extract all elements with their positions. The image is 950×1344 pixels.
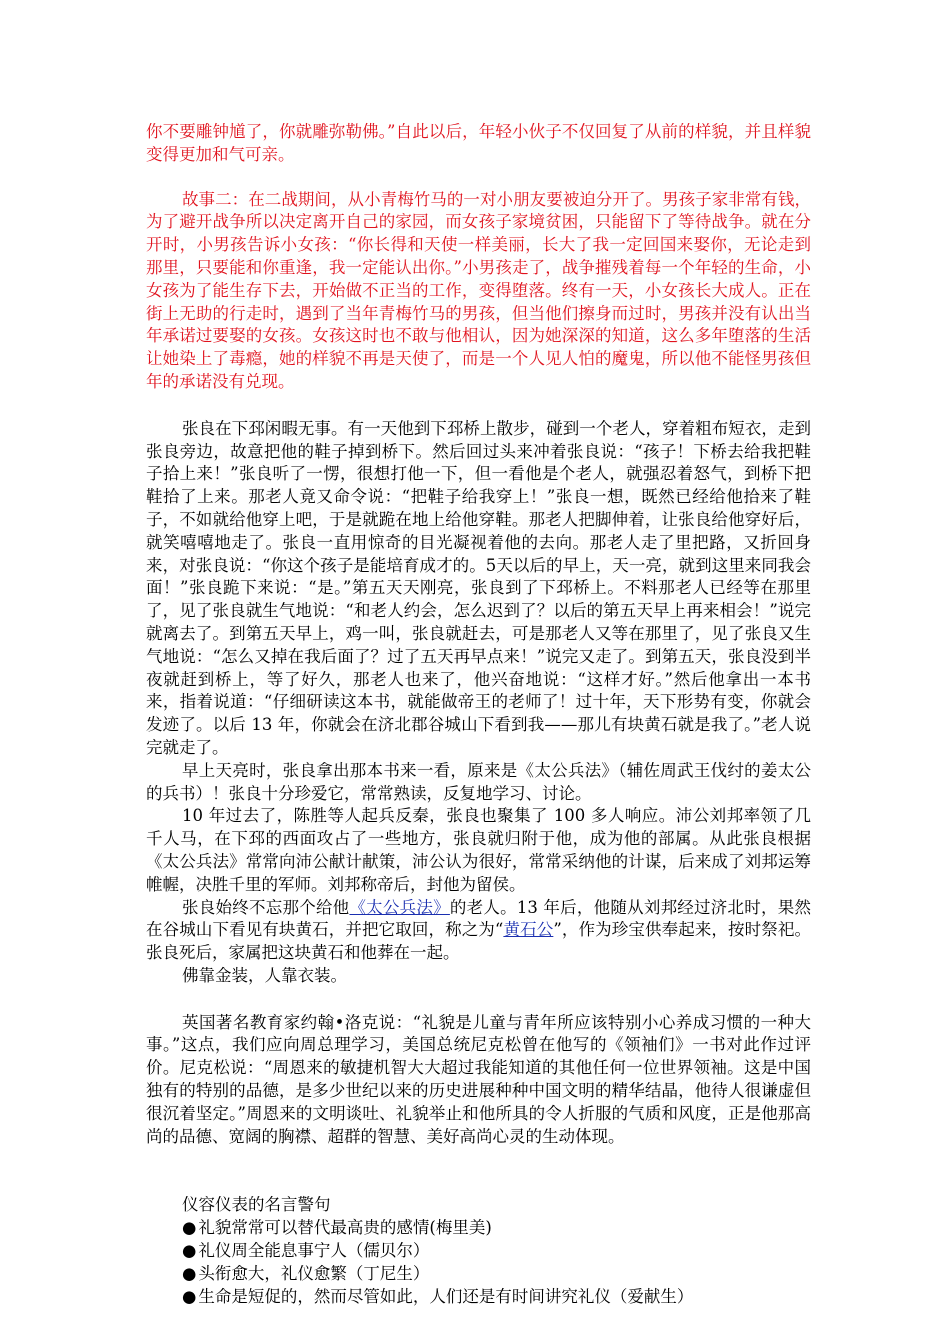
zhangliang-paragraph-4	[146, 897, 811, 965]
zhangliang-p4-text-b: 的老人。13 年后，他随从刘邦经过济北时，果然在谷城山下看见有块黄石，并把它取回，称之为“	[146, 897, 812, 940]
zhangliang-p4-text-a: 张良始终不忘那个给他	[182, 897, 350, 917]
locke-paragraph: 英国著名教育家约翰•洛克说：“礼貌是儿童与青年所应该特别小心养成习惯的一种大事。”这点，我们应向周总理学习，美国总统尼克松曾在他写的《领袖们》一书对此作过评价。尼克松说：“周恩来的敏捷机智大大超过我能知道的其他任何一位世界领袖。这是中国独有的特别的品德，是多少世纪以来的历史进展种种中国文明的精华结晶，他待人很谦虚但很沉着坚定。”周恩来的文明谈吐、礼貌举止和他所具的令人折服的气质和风度，正是他那高尚的品德、宽阔的胸襟、超群的智慧、美好高尚心灵的生动体现。	[146, 1012, 811, 1146]
quote-text: 生命是短促的，然而尽管如此，人们还是有时间讲究礼仪（爱献生）	[198, 1286, 694, 1306]
story1-tail-paragraph: 你不要雕钟馗了，你就雕弥勒佛。”自此以后，年轻小伙子不仅回复了从前的样貌，并且样貌变得更加和气可亲。	[146, 122, 811, 164]
quote-item	[146, 1240, 811, 1263]
zhangliang-p4-text-c: ”，作为珍宝供奉起来，按时祭祀。张良死后，家属把这块黄石和他葬在一起。	[146, 920, 812, 963]
zhangliang-paragraph-3: 10 年过去了，陈胜等人起兵反秦，张良也聚集了 100 多人响应。沛公刘邦率领了几千人马，在下邳的西面攻占了一些地方，张良就归附于他，成为他的部属。从此张良根据《太公兵法》常常向沛公献计献策，沛公认为很好，常常采纳他的计谋，后来成了刘邦运筹帷幄，决胜千里的军师。刘邦称帝后，封他为留侯。	[146, 806, 811, 894]
document-page	[146, 121, 811, 1308]
quotes-title: 仪容仪表的名言警句	[182, 1195, 331, 1215]
zhangliang-paragraph-2: 早上天亮时，张良拿出那本书来一看，原来是《太公兵法》（辅佐周武王伐纣的姜太公的兵书）！张良十分珍爱它，常常熟读，反复地学习、讨论。	[146, 760, 811, 803]
bullet-icon: ●	[182, 1286, 197, 1306]
quote-text: 礼貌常常可以替代最高贵的感情(梅里美)	[198, 1218, 492, 1238]
quotes-list	[146, 1217, 811, 1308]
quote-text: 头衔愈大，礼仪愈繁（丁尼生）	[198, 1263, 430, 1283]
quote-item	[146, 1263, 811, 1286]
quote-text: 礼仪周全能息事宁人（儒贝尔）	[198, 1241, 430, 1261]
bullet-icon: ●	[182, 1241, 197, 1261]
bullet-icon: ●	[182, 1263, 197, 1283]
spacer	[146, 394, 811, 418]
zhangliang-paragraph-1: 张良在下邳闲暇无事。有一天他到下邳桥上散步，碰到一个老人，穿着粗布短衣，走到张良旁边，故意把他的鞋子掉到桥下。然后回过头来冲着张良说：“孩子！下桥去给我把鞋子拾上来！”张良听了一愣，很想打他一下，但一看他是个老人，就强忍着怒气，到桥下把鞋拾了上来。那老人竟又命令说：“把鞋子给我穿上！”张良一想，既然已经给他拾来了鞋子，不如就给他穿上吧，于是就跪在地上给他穿鞋。那老人把脚伸着，让张良给他穿好后，就笑嘻嘻地走了。张良一直用惊奇的目光凝视着他的去向。那老人走了里把路，又折回身来，对张良说：“你这个孩子是能培育成才的。5天以后的早上，天一亮，就到这里来同我会面！”张良跪下来说：“是。”第五天天刚亮，张良到了下邳桥上。不料那老人已经等在那里了，见了张良就生气地说：“和老人约会，怎么迟到了？以后的第五天早上再来相会！”说完就离去了。到第五天早上，鸡一叫，张良就赶去，可是那老人又等在那里了，见了张良又生气地说：“怎么又掉在我后面了？过了五天再早点来！”说完又走了。到第五天，张良没到半夜就赶到桥上，等了好久，那老人也来了，他兴奋地说：“这样才好。”然后他拿出一本书来，指着说道：“仔细研读这本书，就能做帝王的老师了！过十年，天下形势有变，你就会发迹了。以后 13 年，你就会在济北郡谷城山下看到我——那儿有块黄石就是我了。”老人说完就走了。	[146, 418, 811, 757]
bullet-icon: ●	[182, 1218, 197, 1238]
quote-item	[146, 1286, 811, 1309]
proverb-line: 佛靠金装，人靠衣装。	[182, 965, 347, 985]
huangshigong-link[interactable]: 黄石公	[503, 920, 554, 940]
quote-item	[146, 1217, 811, 1240]
story2-paragraph: 故事二：在二战期间，从小青梅竹马的一对小朋友要被迫分开了。男孩子家非常有钱，为了避开战争所以决定离开自己的家园，而女孩子家境贫困，只能留下了等待战争。就在分开时，小男孩告诉小女孩：“你长得和天使一样美丽，长大了我一定回国来娶你，无论走到那里，只要能和你重逢，我一定能认出你。”小男孩走了，战争摧残着每一个年轻的生命，小女孩为了能生存下去，开始做不正当的工作，变得堕落。终有一天，小女孩长大成人。正在街上无助的行走时，遇到了当年青梅竹马的男孩，但当他们擦身而过时，男孩并没有认出当年承诺过要娶的女孩。女孩这时也不敢与他相认，因为她深深的知道，这么多年堕落的生活让她染上了毒瘾，她的样貌不再是天使了，而是一个人见人怕的魔鬼，所以他不能怪男孩但年的承诺没有兑现。	[146, 189, 811, 391]
taigong-bingfa-link[interactable]: 《太公兵法》	[349, 897, 450, 917]
spacer	[146, 1148, 811, 1194]
spacer	[146, 988, 811, 1012]
spacer	[146, 167, 811, 189]
